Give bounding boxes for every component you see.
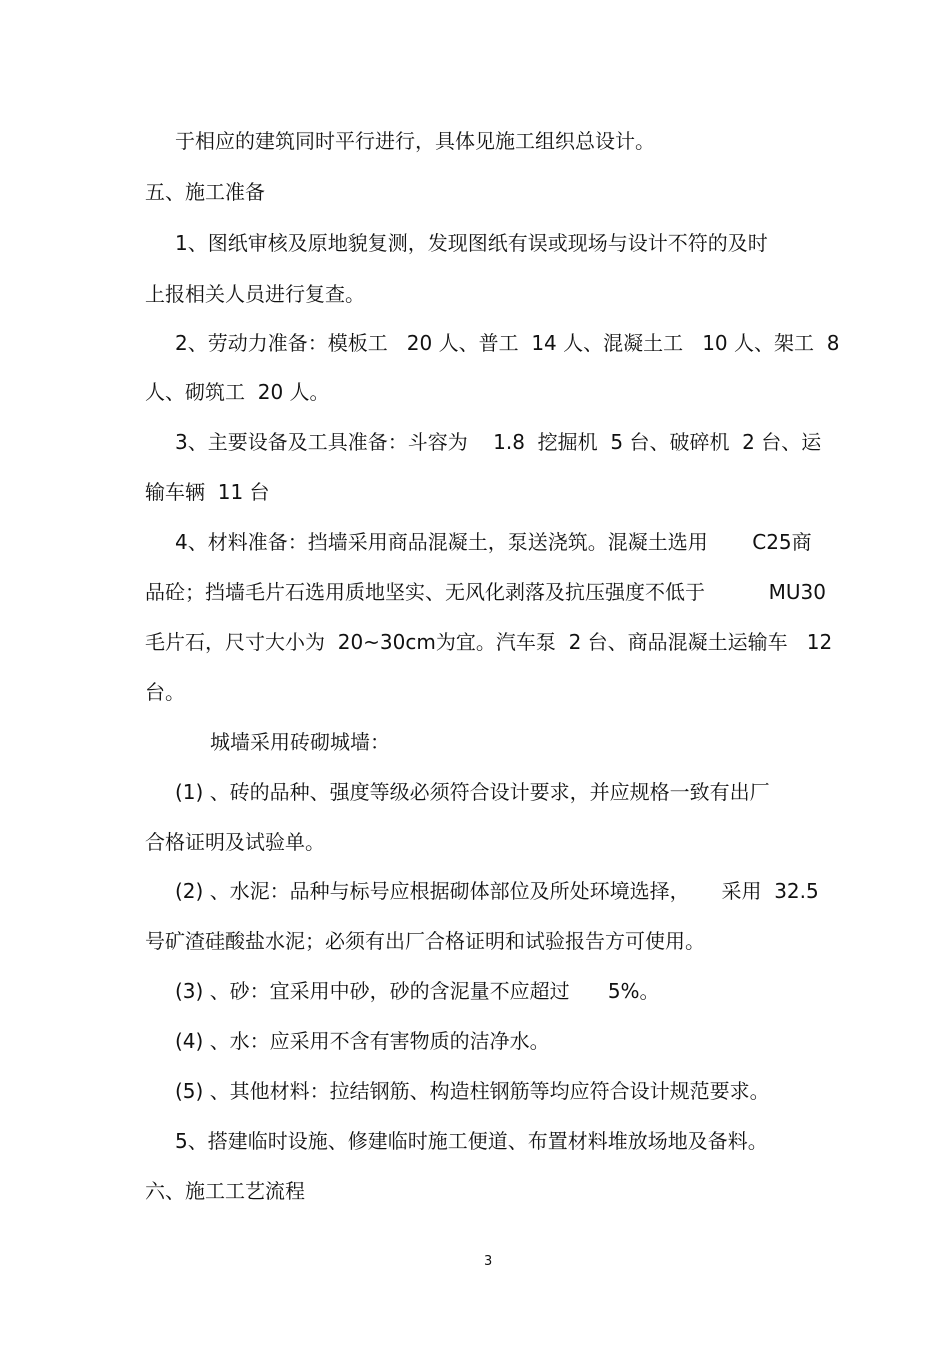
section-heading: 六、施工工艺流程 xyxy=(145,1179,305,1203)
text-line: 合格证明及试验单。 xyxy=(145,830,325,854)
page-number: 3 xyxy=(484,1254,493,1269)
text-line: (4) 、水：应采用不含有害物质的洁净水。 xyxy=(175,1029,550,1053)
text-line: 5、搭建临时设施、修建临时施工便道、布置材料堆放场地及备料。 xyxy=(175,1129,768,1153)
text-line: (2) 、水泥：品种与标号应根据砌体部位及所处环境选择， 采用 32.5 xyxy=(175,879,819,903)
text-line: 上报相关人员进行复查。 xyxy=(145,282,365,306)
text-line: 4、材料准备：挡墙采用商品混凝土，泵送浇筑。混凝土选用 C25商 xyxy=(175,530,812,554)
text-line: 人、砌筑工 20 人。 xyxy=(145,380,330,404)
text-line: 于相应的建筑同时平行进行，具体见施工组织总设计。 xyxy=(175,129,655,153)
text-line: 号矿渣硅酸盐水泥；必须有出厂合格证明和试验报告方可使用。 xyxy=(145,929,705,953)
section-heading: 五、施工准备 xyxy=(145,180,265,204)
text-line: (5) 、其他材料：拉结钢筋、构造柱钢筋等均应符合设计规范要求。 xyxy=(175,1079,770,1103)
text-line: 毛片石，尺寸大小为 20~30cm为宜。汽车泵 2 台、商品混凝土运输车 12 xyxy=(145,630,833,654)
text-line: 台。 xyxy=(145,680,185,704)
text-line: (1) 、砖的品种、强度等级必须符合设计要求，并应规格一致有出厂 xyxy=(175,780,770,804)
text-line: 3、主要设备及工具准备：斗容为 1.8 挖掘机 5 台、破碎机 2 台、运 xyxy=(175,430,822,454)
text-line: (3) 、砂：宜采用中砂，砂的含泥量不应超过 5%。 xyxy=(175,979,660,1003)
text-line: 1、图纸审核及原地貌复测，发现图纸有误或现场与设计不符的及时 xyxy=(175,231,768,255)
text-line: 2、劳动力准备：模板工 20 人、普工 14 人、混凝土工 10 人、架工 8 xyxy=(175,331,840,355)
text-line: 城墙采用砖砌城墙： xyxy=(210,730,390,754)
text-line: 品砼；挡墙毛片石选用质地坚实、无风化剥落及抗压强度不低于 MU30 xyxy=(145,580,826,604)
text-line: 输车辆 11 台 xyxy=(145,480,270,504)
